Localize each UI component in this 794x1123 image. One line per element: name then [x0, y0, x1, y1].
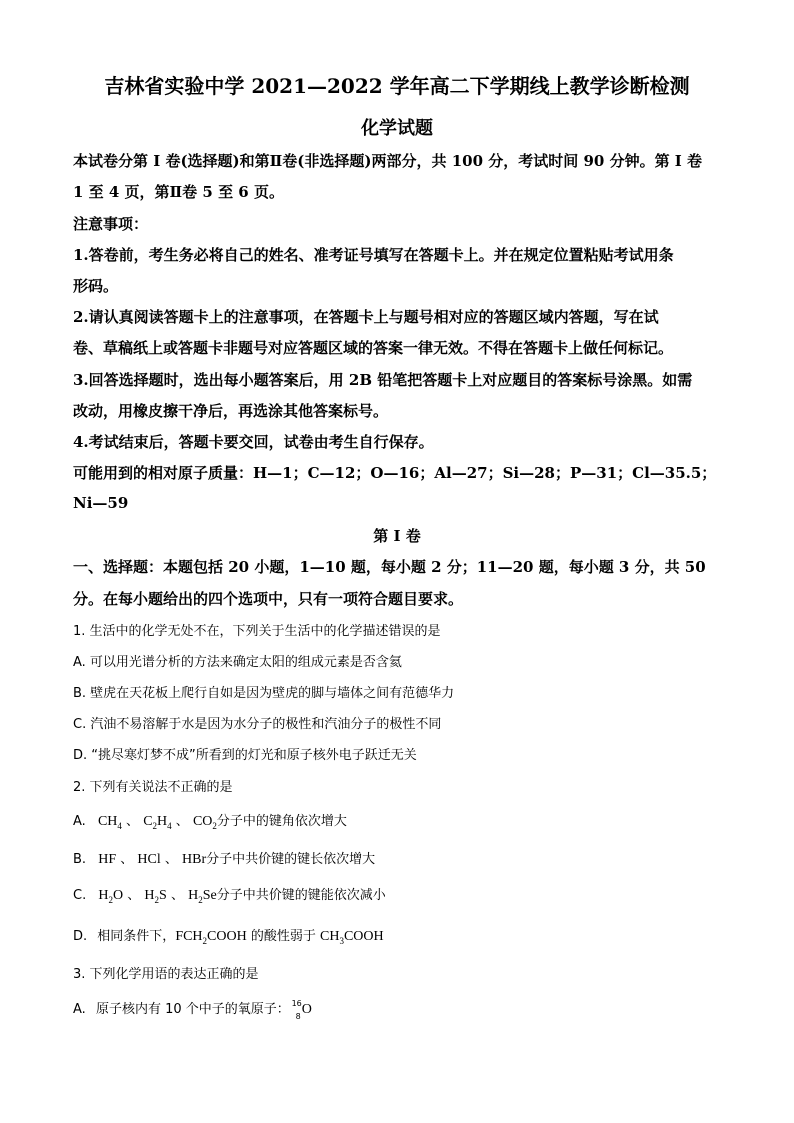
notice-heading: 注意事项：	[73, 215, 149, 233]
atomic-mass-line: 可能用到的相对原子质量：H—1；C—12；O—16；Al—27；Si—28；P—31；Cl—35.5；	[73, 464, 717, 482]
question-3-option-a	[73, 998, 312, 1019]
exam-title: 吉林省实验中学 2021—2022 学年高二下学期线上教学诊断检测	[104, 74, 690, 98]
formula-c2h4: $C_2H_4$	[143, 814, 172, 831]
formula-hf: HF	[98, 852, 117, 867]
separator: 、	[175, 814, 189, 829]
section-instruction: 分。在每小题给出的四个选项中，只有一项符合题目要求。	[73, 590, 464, 608]
option-text: 原子核内有 10 个中子的氧原子：	[95, 1002, 290, 1017]
question-1-option-d: D. “挑尽寒灯梦不成”所看到的灯光和原子核外电子跃迁无关	[73, 748, 417, 763]
option-label: A.	[73, 1002, 86, 1017]
option-label: B.	[73, 852, 87, 867]
question-3-stem: 3. 下列化学用语的表达正确的是	[73, 967, 259, 982]
option-text: 的酸性弱于	[250, 929, 316, 944]
notice-line: 卷、草稿纸上或答题卡非题号对应答题区域的答案一律无效。不得在答题卡上做任何标记。	[73, 339, 674, 357]
option-text: 相同条件下，	[97, 929, 176, 944]
exam-subtitle: 化学试题	[361, 118, 433, 139]
question-1-option-b: B. 壁虎在天花板上爬行自如是因为壁虎的脚与墙体之间有范德华力	[73, 686, 455, 701]
question-1-option-c: C. 汽油不易溶解于水是因为水分子的极性和汽油分子的极性不同	[73, 717, 442, 732]
question-2-option-d	[73, 925, 384, 946]
option-label: D.	[73, 929, 88, 944]
question-2-stem: 2. 下列有关说法不正确的是	[73, 780, 233, 795]
option-text: 分子中的键角依次增大	[216, 814, 347, 829]
separator: 、	[126, 814, 140, 829]
formula-hbr: HBr	[182, 852, 207, 867]
section-heading: 第 I 卷	[373, 527, 421, 545]
atomic-mass-line: Ni—59	[73, 494, 129, 512]
question-1-stem: 1. 生活中的化学无处不在，下列关于生活中的化学描述错误的是	[73, 624, 441, 639]
formula-co2: $CO_2$	[192, 814, 217, 831]
formula-fch2cooh: $FCH_2COOH$	[175, 929, 247, 946]
option-text: 分子中共价键的键长依次增大	[206, 852, 376, 867]
intro-line-2: 1 至 4 页，第Ⅱ卷 5 至 6 页。	[73, 183, 284, 201]
notice-line: 4.考试结束后，答题卡要交回，试卷由考生自行保存。	[73, 433, 434, 451]
notice-line: 改动，用橡皮擦干净后，再选涂其他答案标号。	[73, 402, 389, 420]
isotope-notation: 16 8	[291, 998, 302, 1021]
section-instruction: 一、选择题：本题包括 20 小题，1—10 题，每小题 2 分；11—20 题，每小题 3 分，共 50	[73, 558, 706, 576]
option-label: A.	[73, 814, 86, 829]
question-2-option-a	[73, 810, 347, 831]
intro-line-1: 本试卷分第 I 卷(选择题)和第Ⅱ卷(非选择题)两部分，共 100 分，考试时间 90 分钟。第 I 卷	[73, 152, 703, 170]
formula-h2s: $H_2S$	[144, 888, 167, 905]
notice-line: 1.答卷前，考生务必将自己的姓名、准考证号填写在答题卡上。并在规定位置粘贴考试用条	[73, 246, 674, 264]
option-label: C.	[73, 888, 87, 903]
formula-h2o: $H_2O$	[98, 888, 124, 905]
separator: 、	[127, 888, 141, 903]
notice-line: 形码。	[73, 277, 119, 295]
separator: 、	[120, 852, 134, 867]
formula-ch3cooh: $CH_3COOH$	[320, 929, 384, 946]
notice-line: 3.回答选择题时，选出每小题答案后，用 2B 铅笔把答题卡上对应题目的答案标号涂黑。如需	[73, 371, 693, 389]
element-symbol: O	[301, 1002, 312, 1017]
notice-line: 2.请认真阅读答题卡上的注意事项，在答题卡上与题号相对应的答题区域内答题，写在试	[73, 308, 659, 326]
formula-hcl: HCl	[137, 852, 161, 867]
question-2-option-b	[73, 848, 375, 868]
formula-ch4: $CH_4$	[97, 814, 122, 831]
question-2-option-c	[73, 884, 386, 905]
separator: 、	[170, 888, 184, 903]
separator: 、	[164, 852, 178, 867]
option-text: 分子中共价键的键能依次减小	[216, 888, 386, 903]
formula-h2se: $H_2Se$	[188, 888, 217, 905]
question-1-option-a: A. 可以用光谱分析的方法来确定太阳的组成元素是否含氦	[73, 655, 402, 670]
